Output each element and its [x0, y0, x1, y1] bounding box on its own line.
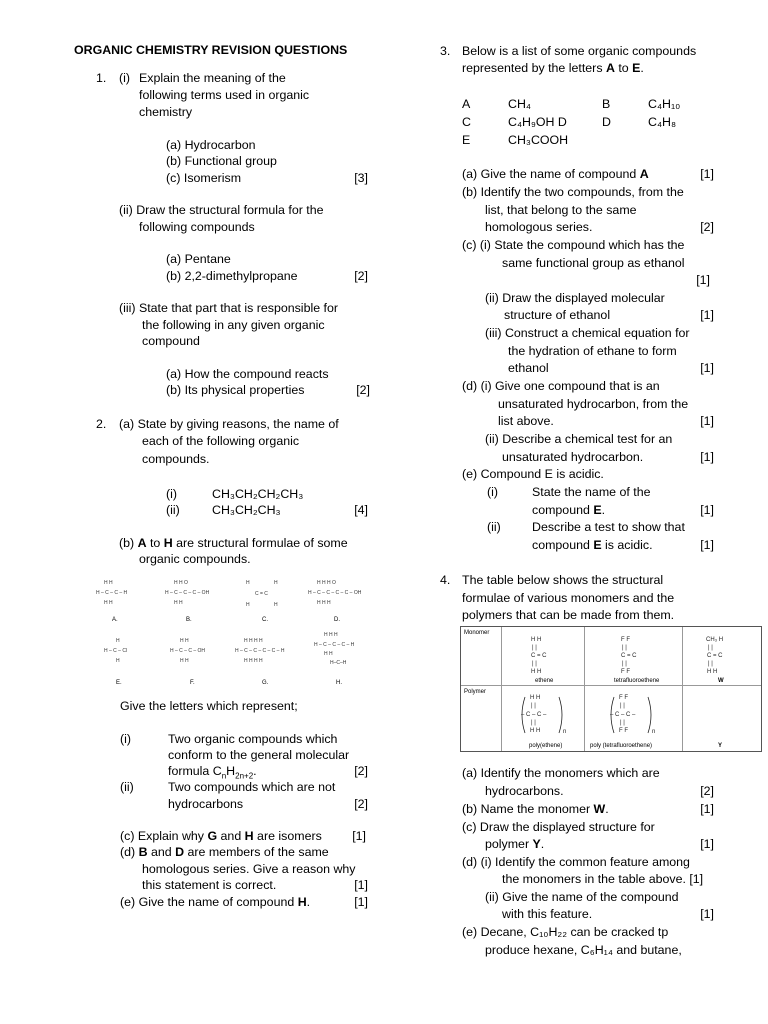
q3-compound-formula-e: CH₃COOH — [508, 133, 569, 147]
q1-ii-item-a: (a) Pentane — [166, 252, 231, 266]
molecule-c — [240, 578, 284, 610]
q3-compound-letter-e: E — [462, 133, 471, 147]
monomer-polymer-table — [460, 626, 762, 752]
q4-a-text-1: (a) Identify the monomers which are — [462, 766, 660, 780]
q3-ei-label: (i) — [487, 485, 499, 499]
q4-intro-2: formulae of various monomers and the — [462, 591, 675, 605]
q2-c-text: (c) Explain why G and H are isomers — [120, 829, 322, 843]
q3-b-marks: [2] — [700, 220, 714, 234]
q3-compound-formula-c: C₄H₉OH D — [508, 115, 567, 129]
svg-text:H – C – C – H: H – C – C – H — [96, 590, 128, 596]
svg-text:H: H — [274, 602, 278, 608]
q1-i-marks: [3] — [354, 171, 368, 185]
svg-text:H H H: H H H — [324, 632, 338, 638]
q2-a-item-i-formula: CH₃CH₂CH₂CH₃ — [212, 487, 304, 501]
svg-text:H H H: H H H — [317, 600, 331, 606]
polytetrafluoroethene-structure — [584, 685, 682, 741]
label-w: W — [718, 678, 724, 684]
q1-i-item-c: (c) Isomerism — [166, 171, 242, 185]
q3-ciii-text-2: the hydration of ethane to form — [508, 344, 677, 358]
svg-text:H H: H H — [531, 637, 542, 643]
q3-intro-2: represented by the letters A to E. — [462, 61, 644, 75]
q3-d-text-2: unsaturated hydrocarbon, from the — [498, 397, 689, 411]
svg-text:n: n — [652, 729, 656, 735]
q3-dii-marks: [1] — [700, 450, 714, 464]
q4-d-text-1: (d) (i) Identify the common feature among — [462, 855, 690, 869]
q2-a-item-ii-formula: CH₃CH₂CH₃ — [212, 503, 281, 517]
q3-eii-label: (ii) — [487, 520, 501, 534]
svg-text:H H: H H — [530, 695, 541, 701]
q3-compound-formula-d: C₄H₈ — [648, 115, 677, 129]
svg-text:H H: H H — [104, 580, 113, 586]
q4-e-text-1: (e) Decane, C₁₀H₂₂ can be cracked tp — [462, 925, 669, 939]
q3-compound-formula-b: C₄H₁₀ — [648, 97, 681, 111]
svg-text:H H: H H — [180, 638, 189, 644]
tetrafluoroethene-structure — [584, 627, 682, 677]
polyethene-structure — [501, 685, 584, 741]
svg-text:H H: H H — [324, 651, 333, 657]
svg-text:H H: H H — [104, 600, 113, 606]
molecule-a — [94, 578, 140, 608]
svg-text:F F: F F — [619, 728, 628, 734]
molecule-f — [168, 636, 216, 666]
table-cell-y — [682, 685, 761, 751]
q4-e-text-2: produce hexane, C₆H₁₄ and butane, — [485, 943, 682, 957]
svg-text:H: H — [116, 658, 120, 664]
q1-ii-text-2: following compounds — [139, 220, 255, 234]
molecule-label-d: D. — [334, 617, 340, 623]
q4-a-marks: [2] — [700, 784, 714, 798]
q3-b-text-3: homologous series. — [485, 220, 593, 234]
svg-text:H H: H H — [174, 600, 183, 606]
svg-text:H – C – C – C – H: H – C – C – C – H — [314, 642, 355, 648]
q2-gii-text-1: Two compounds which are not — [168, 780, 336, 794]
svg-text:| |: | | — [620, 720, 625, 726]
q3-a-marks: [1] — [700, 167, 714, 181]
q3-compound-letter-a: A — [462, 97, 471, 111]
q2-give-letters: Give the letters which represent; — [120, 699, 298, 713]
molecule-label-g: G. — [262, 680, 269, 686]
svg-text:| |: | | — [622, 661, 627, 667]
q3-compound-letter-c: C — [462, 115, 471, 129]
q2-e-text: (e) Give the name of compound H. — [120, 895, 311, 909]
q1-i-item-a: (a) Hydrocarbon — [166, 138, 256, 152]
molecule-g — [233, 636, 297, 666]
q2-gii-label: (ii) — [120, 780, 134, 794]
q3-ei-marks: [1] — [700, 503, 714, 517]
molecule-d — [306, 578, 372, 608]
q1-iii-item-a: (a) How the compound reacts — [166, 367, 329, 381]
q3-d-marks: [1] — [700, 414, 714, 428]
table-cell-polymer-header — [461, 685, 502, 751]
q3-ciii-text-3: ethanol — [508, 361, 549, 375]
svg-text:C = C: C = C — [531, 653, 547, 659]
label-tetrafluoroethene: tetrafluoroethene — [614, 678, 660, 684]
svg-text:F F: F F — [619, 695, 628, 701]
q3-dii-text-2: unsaturated hydrocarbon. — [502, 450, 644, 464]
svg-text:H – C – C – C – OH: H – C – C – C – OH — [165, 590, 210, 596]
svg-text:F F: F F — [621, 637, 630, 643]
molecule-label-h: H. — [336, 680, 342, 686]
q1-ii-marks: [2] — [354, 269, 368, 283]
q4-c-text-2: polymer Y. — [485, 837, 545, 851]
q4-d-text-3: (ii) Give the name of the compound — [485, 890, 679, 904]
svg-text:H: H — [116, 638, 120, 644]
q4-c-text-1: (c) Draw the displayed structure for — [462, 820, 655, 834]
label-polyethene: poly(ethene) — [529, 743, 563, 749]
q2-a-text-2: each of the following organic — [142, 434, 300, 448]
svg-text:n: n — [563, 729, 567, 735]
q1-number: 1. — [96, 71, 107, 85]
svg-text:H – C – C – C – C – H: H – C – C – C – C – H — [235, 648, 285, 654]
svg-text:| |: | | — [532, 661, 537, 667]
q1-i-item-b: (b) Functional group — [166, 154, 277, 168]
q3-e-text: (e) Compound E is acidic. — [462, 467, 604, 481]
q1-iii-text-3: compound — [142, 334, 200, 348]
svg-text:H – C – C – OH: H – C – C – OH — [170, 648, 206, 654]
label-polytetrafluoroethene: poly (tetrafluoroethene) — [590, 743, 653, 749]
q3-ei-text-2: compound E. — [532, 503, 606, 517]
q2-d-text-3: this statement is correct. — [142, 878, 277, 892]
svg-text:H H H O: H H H O — [317, 580, 336, 586]
svg-text:H – C – Cl: H – C – Cl — [104, 648, 128, 654]
svg-text:| |: | | — [708, 661, 713, 667]
q2-gi-text-1: Two organic compounds which — [168, 732, 338, 746]
q2-d-text-2: homologous series. Give a reason why — [142, 862, 356, 876]
svg-text:C = C: C = C — [707, 653, 723, 659]
q3-d-text-3: list above. — [498, 414, 554, 428]
table-cell-tetrafluoroethene — [584, 627, 683, 686]
q2-gi-label: (i) — [120, 732, 132, 746]
svg-text:H: H — [246, 602, 250, 608]
q2-number: 2. — [96, 417, 107, 431]
q1-iii-marks: [2] — [356, 383, 370, 397]
molecule-label-c: C. — [262, 617, 268, 623]
q3-c-marks: [1] — [696, 273, 710, 287]
q1-iii-text-1: (iii) State that part that is responsible for — [119, 301, 339, 315]
q3-ciii-marks: [1] — [700, 361, 714, 375]
molecule-h — [312, 630, 368, 670]
svg-text:F F: F F — [621, 669, 630, 675]
label-ethene: ethene — [535, 678, 554, 684]
table-cell-ethene — [501, 627, 585, 686]
q2-a-text-3: compounds. — [142, 452, 210, 466]
q3-b-text-1: (b) Identify the two compounds, from the — [462, 185, 684, 199]
molecule-label-a: A. — [112, 617, 118, 623]
q3-compound-letter-b: B — [602, 97, 611, 111]
table-row-label-monomer: Monomer — [464, 630, 490, 636]
q3-eii-text-1: Describe a test to show that — [532, 520, 685, 534]
svg-text:H H O: H H O — [174, 580, 188, 586]
q3-a-text: (a) Give the name of compound A — [462, 167, 649, 181]
svg-text:H: H — [274, 580, 278, 586]
molecule-b — [163, 578, 221, 608]
q2-gii-marks: [2] — [354, 797, 368, 811]
svg-text:H H: H H — [180, 658, 189, 664]
q3-cii-text-1: (ii) Draw the displayed molecular — [485, 291, 665, 305]
q1-iii-item-b: (b) Its physical properties — [166, 383, 305, 397]
q3-ei-text-1: State the name of the — [532, 485, 651, 499]
q2-gi-formula: formula $C_nH_{2n+2}$. — [168, 764, 257, 781]
svg-text:H H: H H — [531, 669, 542, 675]
q3-b-text-2: list, that belong to the same — [485, 203, 637, 217]
q3-cii-text-2: structure of ethanol — [504, 308, 611, 322]
table-row-label-polymer: Polymer — [464, 689, 487, 695]
q2-a-marks: [4] — [354, 503, 368, 517]
q1-ii-text-1: (ii) Draw the structural formula for the — [119, 203, 324, 217]
monomer-w-structure — [682, 627, 761, 677]
svg-text:| |: | | — [531, 703, 536, 709]
svg-text:| |: | | — [532, 645, 537, 651]
svg-text:| |: | | — [620, 703, 625, 709]
q4-intro-1: The table below shows the structural — [462, 573, 664, 587]
q3-intro-1: Below is a list of some organic compounds — [462, 44, 697, 58]
svg-text:H H H H: H H H H — [244, 658, 263, 664]
q1-i-text-3: chemistry — [139, 105, 193, 119]
q3-dii-text-1: (ii) Describe a chemical test for an — [485, 432, 673, 446]
q2-b-text-2: organic compounds. — [139, 552, 251, 566]
q1-ii-item-b: (b) 2,2-dimethylpropane — [166, 269, 298, 283]
q1-i-text-1: Explain the meaning of the — [139, 71, 286, 85]
q4-intro-3: polymers that can be made from them. — [462, 608, 675, 622]
molecule-label-f: F. — [190, 680, 195, 686]
q2-c-marks: [1] — [352, 829, 366, 843]
q4-c-marks: [1] — [700, 837, 714, 851]
q3-c-text-2: same functional group as ethanol — [502, 256, 685, 270]
molecule-e — [102, 636, 136, 666]
svg-text:– C – C –: – C – C – — [610, 712, 636, 718]
svg-text:H H H H: H H H H — [244, 638, 263, 644]
q4-number: 4. — [440, 573, 451, 587]
table-cell-polyethene — [501, 685, 585, 751]
svg-text:| |: | | — [622, 645, 627, 651]
q1-i-text-2: following terms used in organic — [139, 88, 310, 102]
q1-iii-text-2: the following in any given organic — [142, 318, 325, 332]
svg-text:| |: | | — [531, 720, 536, 726]
table-cell-polytetrafluoroethene — [584, 685, 683, 751]
molecule-label-e: E. — [116, 680, 122, 686]
q1-i-label: (i) — [119, 71, 131, 85]
q3-cii-marks: [1] — [700, 308, 714, 322]
svg-text:C = C: C = C — [621, 653, 637, 659]
q4-b-marks: [1] — [700, 802, 714, 816]
svg-text:H H: H H — [530, 728, 541, 734]
svg-text:C = C: C = C — [255, 591, 268, 597]
q3-ciii-text-1: (iii) Construct a chemical equation for — [485, 326, 690, 340]
q3-d-text-1: (d) (i) Give one compound that is an — [462, 379, 660, 393]
q2-d-text-1: (d) B and D are members of the same — [120, 845, 329, 859]
q3-c-text-1: (c) (i) State the compound which has the — [462, 238, 685, 252]
svg-text:– C – C –: – C – C – — [521, 712, 547, 718]
document-heading: ORGANIC CHEMISTRY REVISION QUESTIONS — [74, 43, 348, 57]
ethene-structure — [501, 627, 584, 677]
q2-e-marks: [1] — [354, 895, 368, 909]
q4-d-text-2: the monomers in the table above. [1] — [502, 872, 704, 886]
q2-gii-text-2: hydrocarbons — [168, 797, 244, 811]
svg-text:H H: H H — [707, 669, 718, 675]
q2-a-item-i-label: (i) — [166, 487, 178, 501]
label-y: Y — [718, 743, 723, 749]
q2-a-item-ii-label: (ii) — [166, 503, 180, 517]
q4-b-text: (b) Name the monomer W. — [462, 802, 609, 816]
q4-d-text-4: with this feature. — [502, 907, 593, 921]
svg-text:CH₃ H: CH₃ H — [706, 637, 724, 643]
q3-compound-letter-d: D — [602, 115, 611, 129]
q2-gi-marks: [2] — [354, 764, 368, 778]
q3-eii-text-2: compound E is acidic. — [532, 538, 653, 552]
q3-compound-formula-a: CH₄ — [508, 97, 531, 111]
q2-a-text-1: (a) State by giving reasons, the name of — [119, 417, 339, 431]
molecule-label-b: B. — [186, 617, 192, 623]
svg-text:H: H — [246, 580, 250, 586]
table-cell-w — [682, 627, 761, 686]
q4-a-text-2: hydrocarbons. — [485, 784, 564, 798]
q2-d-marks: [1] — [354, 878, 368, 892]
q3-number: 3. — [440, 44, 451, 58]
svg-text:H – C – C – C – C – OH: H – C – C – C – C – OH — [308, 590, 362, 596]
q2-gi-text-2: conform to the general molecular — [168, 748, 350, 762]
q3-eii-marks: [1] — [700, 538, 714, 552]
svg-text:| |: | | — [708, 645, 713, 651]
table-cell-monomer-header — [461, 627, 502, 686]
q2-b-text-1: (b) A to H are structural formulae of some — [119, 536, 348, 550]
svg-text:H–C–H: H–C–H — [330, 660, 347, 666]
q4-d-marks: [1] — [700, 907, 714, 921]
